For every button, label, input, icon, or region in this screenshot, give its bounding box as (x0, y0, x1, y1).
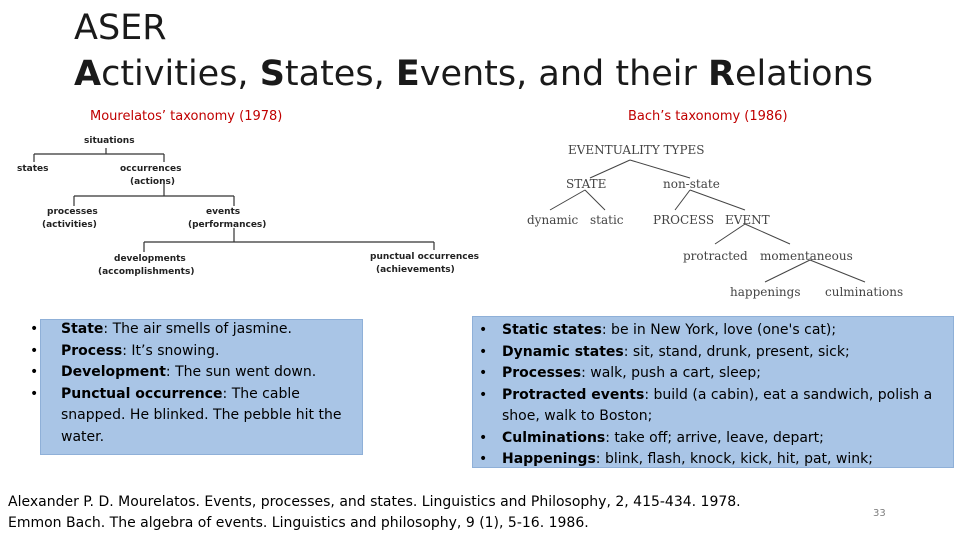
item-text: : The cable snapped. He blinked. The pebble hit the water. (61, 385, 342, 445)
item-term: Dynamic states (502, 343, 624, 360)
reference-bach: Emmon Bach. The algebra of events. Linguistics and philosophy, 9 (1), 5-16. 1986. (8, 515, 589, 531)
item-term: Culminations (502, 429, 606, 446)
tree-activities: (activities) (42, 220, 97, 230)
bach-event: EVENT (725, 213, 770, 227)
bach-state: STATE (566, 177, 607, 191)
item-term: Static states (502, 322, 602, 338)
item-text: : be in New York, love (one's cat); (601, 322, 837, 338)
mourelatos-caption: Mourelatos’ taxonomy (1978) (90, 109, 283, 124)
item-text: : blink, flash, knock, kick, hit, pat, wink; (595, 451, 873, 467)
bach-momentaneous: momentaneous (760, 249, 853, 263)
tree-performances: (performances) (188, 220, 267, 230)
item-text: : walk, push a cart, sleep; (581, 365, 762, 381)
title-initial-e: E (395, 54, 420, 94)
mourelatos-tree-diagram (14, 130, 484, 280)
item-term: Process (61, 342, 123, 359)
title-part-relations: elations (735, 54, 873, 94)
item-text: : take off; arrive, leave, depart; (605, 429, 824, 446)
tree-situations: situations (84, 136, 135, 146)
title-part-events: vents, and their (419, 54, 709, 94)
list-item (30, 362, 360, 384)
item-term: Protracted events (502, 386, 645, 403)
bach-examples-list (479, 320, 949, 471)
tree-punctual-occurrences: punctual occurrences (370, 252, 480, 262)
item-text: : It’s snowing. (122, 342, 220, 359)
tree-accomplishments: (accomplishments) (98, 267, 195, 277)
list-item (479, 363, 949, 385)
tree-developments: developments (114, 254, 186, 264)
bach-eventuality-types: EVENTUALITY TYPES (568, 143, 705, 157)
item-term: Processes (502, 365, 582, 381)
title-part-activities: ctivities, (101, 54, 260, 94)
slide-title-line2 (74, 54, 873, 94)
item-term: Development (61, 364, 166, 380)
title-initial-r: R (708, 54, 735, 94)
tree-achievements: (achievements) (376, 265, 455, 275)
bach-protracted: protracted (683, 249, 748, 263)
item-text: : The sun went down. (165, 364, 317, 380)
list-item (479, 320, 949, 342)
tree-states: states (17, 164, 49, 174)
bach-happenings: happenings (730, 285, 801, 299)
list-item (479, 385, 949, 428)
item-term: Punctual occurrence (61, 385, 223, 402)
list-item (30, 384, 360, 449)
item-term: Happenings (502, 451, 596, 467)
bach-tree-diagram (520, 138, 920, 303)
list-item (30, 319, 360, 341)
list-item (30, 341, 360, 363)
bach-process: PROCESS (653, 213, 715, 227)
page-number: 33 (873, 508, 886, 519)
tree-occurrences: occurrences (120, 164, 182, 174)
title-initial-s: S (259, 54, 285, 94)
list-item (479, 449, 949, 471)
bach-static: static (590, 213, 624, 227)
bach-dynamic: dynamic (527, 213, 579, 227)
item-text: : build (a cabin), eat a sandwich, polish a shoe, walk to Boston; (502, 386, 933, 424)
tree-processes: processes (47, 207, 98, 217)
list-item (479, 342, 949, 364)
bach-caption: Bach’s taxonomy (1986) (628, 109, 788, 124)
item-text: : The air smells of jasmine. (103, 321, 292, 337)
tree-actions: (actions) (130, 177, 175, 187)
mourelatos-examples-list (30, 319, 360, 448)
tree-events: events (206, 207, 241, 217)
title-part-states: tates, (284, 54, 396, 94)
title-initial-a: A (74, 54, 102, 94)
item-text: : sit, stand, drunk, present, sick; (623, 343, 850, 360)
slide-title-line1: ASER (74, 8, 167, 48)
bach-nonstate: non-state (663, 177, 720, 191)
reference-mourelatos: Alexander P. D. Mourelatos. Events, processes, and states. Linguistics and Philosophy, 2, 415-434. 1978. (8, 494, 741, 510)
list-item (479, 428, 949, 450)
bach-culminations: culminations (825, 285, 904, 299)
item-term: State (61, 321, 104, 337)
